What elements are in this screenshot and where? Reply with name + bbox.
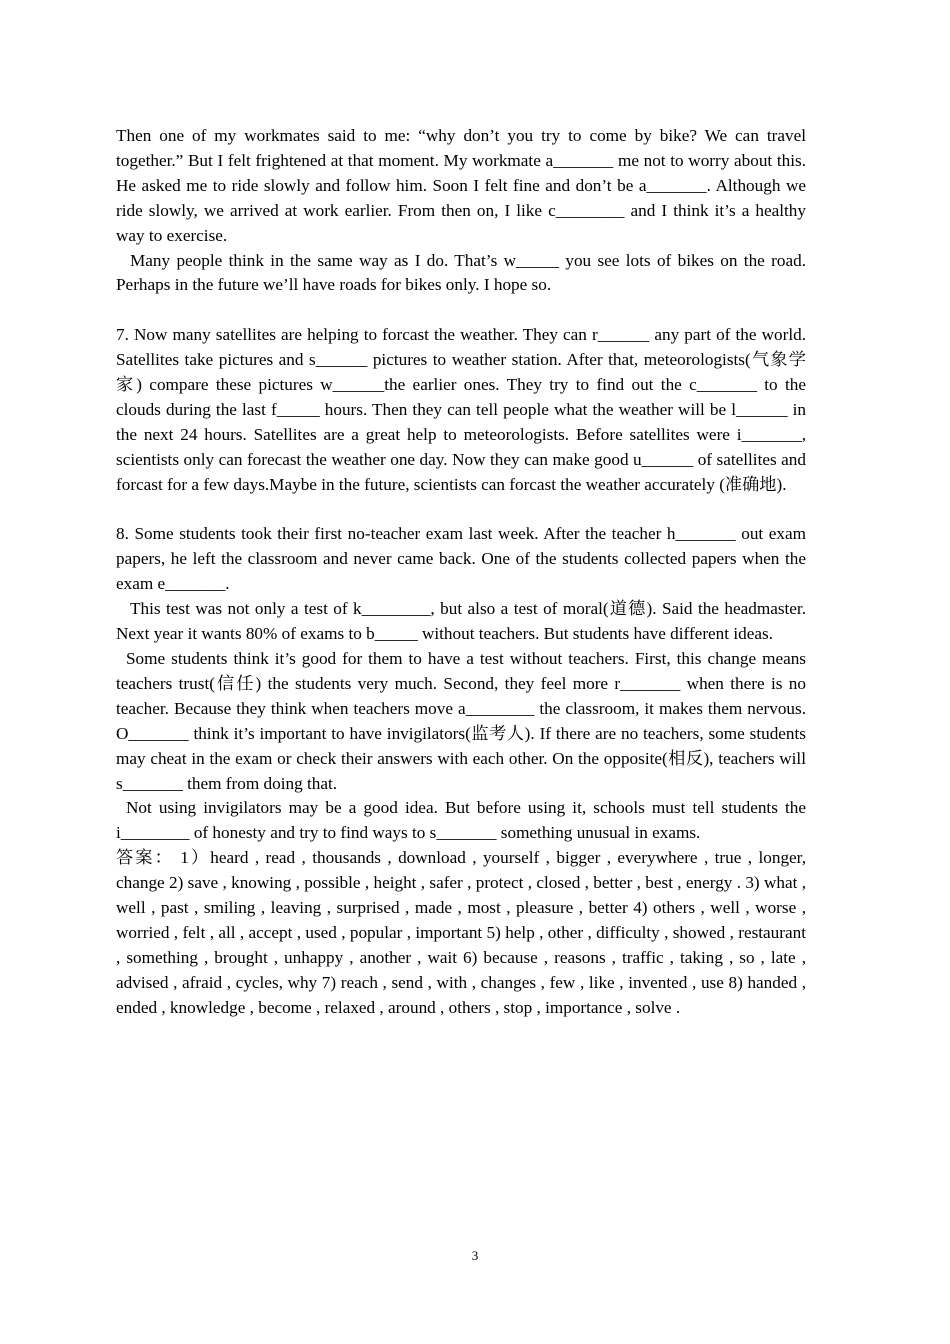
paragraph-8a: 8. Some students took their first no-teacher exam last week. After the teacher h_______ out exam papers, he left the classroom and never came back. One of the students collected papers when the exam e_______. [116,524,806,594]
spacer [116,298,806,323]
paragraph-8b: This test was not only a test of k________, but also a test of moral(道德). Said the headmaster. Next year it wants 80% of exams to b_____ without teachers. But students have different ideas. [116,599,806,644]
paragraph-8d: Not using invigilators may be a good idea. But before using it, schools must tell students the i________ of honesty and try to find ways to s_______ something unusual in exams. [116,798,806,843]
spacer [116,498,806,523]
document-body [116,124,806,1021]
paragraph-7: 7. Now many satellites are helping to forcast the weather. They can r______ any part of the world. Satellites take pictures and s______ pictures to weather station. After that, meteorologists(气象学家) compare these pictures w______the earlier ones. They try to find out the c_______ to the clouds during the last f_____ hours. Then they can tell people what the weather will be l______ in the next 24 hours. Satellites are a great help to meteorologists. Before satellites were i_______, scientists only can forecast the weather one day. Now they can make good u______ of satellites and forcast for a few days.Maybe in the future, scientists can forcast the weather accurately (准确地). [116,325,806,494]
answer-key: 答案： 1）heard , read , thousands , download , yourself , bigger , everywhere , true , longer, change 2) save , knowing , possible , height , safer , protect , closed , better , best , energy . 3) what , well , past , smiling , leaving , surprised , made , most , pleasure , better 4) others , well , worse , worried , felt , all , accept , used , popular , important 5) help , other , difficulty , showed , restaurant , something , brought , unhappy , another , wait 6) because , reasons , traffic , taking , so , late , advised , afraid , cycles, why 7) reach , send , with , changes , few , like , invented , use 8) handed , ended , knowledge , become , relaxed , around , others , stop , importance , solve . [116,848,806,1017]
page-number: 3 [471,1248,479,1263]
paragraph-6a: Then one of my workmates said to me: “why don’t you try to come by bike? We can travel together.” But I felt frightened at that moment. My workmate a_______ me not to worry about this. He asked me to ride slowly and follow him. Soon I felt fine and don’t be a_______. Although we ride slowly, we arrived at work earlier. From then on, I like c________ and I think it’s a healthy way to exercise. [116,126,806,245]
paragraph-8c: Some students think it’s good for them to have a test without teachers. First, this change means teachers trust(信任) the students very much. Second, they feel more r_______ when there is no teacher. Because they think when teachers move a________ the classroom, it makes them nervous. O_______ think it’s important to have invigilators(监考人). If there are no teachers, some students may cheat in the exam or check their answers with each other. On the opposite(相反), teachers will s_______ them from doing that. [116,649,806,793]
paragraph-6b: Many people think in the same way as I do. That’s w_____ you see lots of bikes on the road. Perhaps in the future we’ll have roads for bikes only. I hope so. [116,250,806,295]
